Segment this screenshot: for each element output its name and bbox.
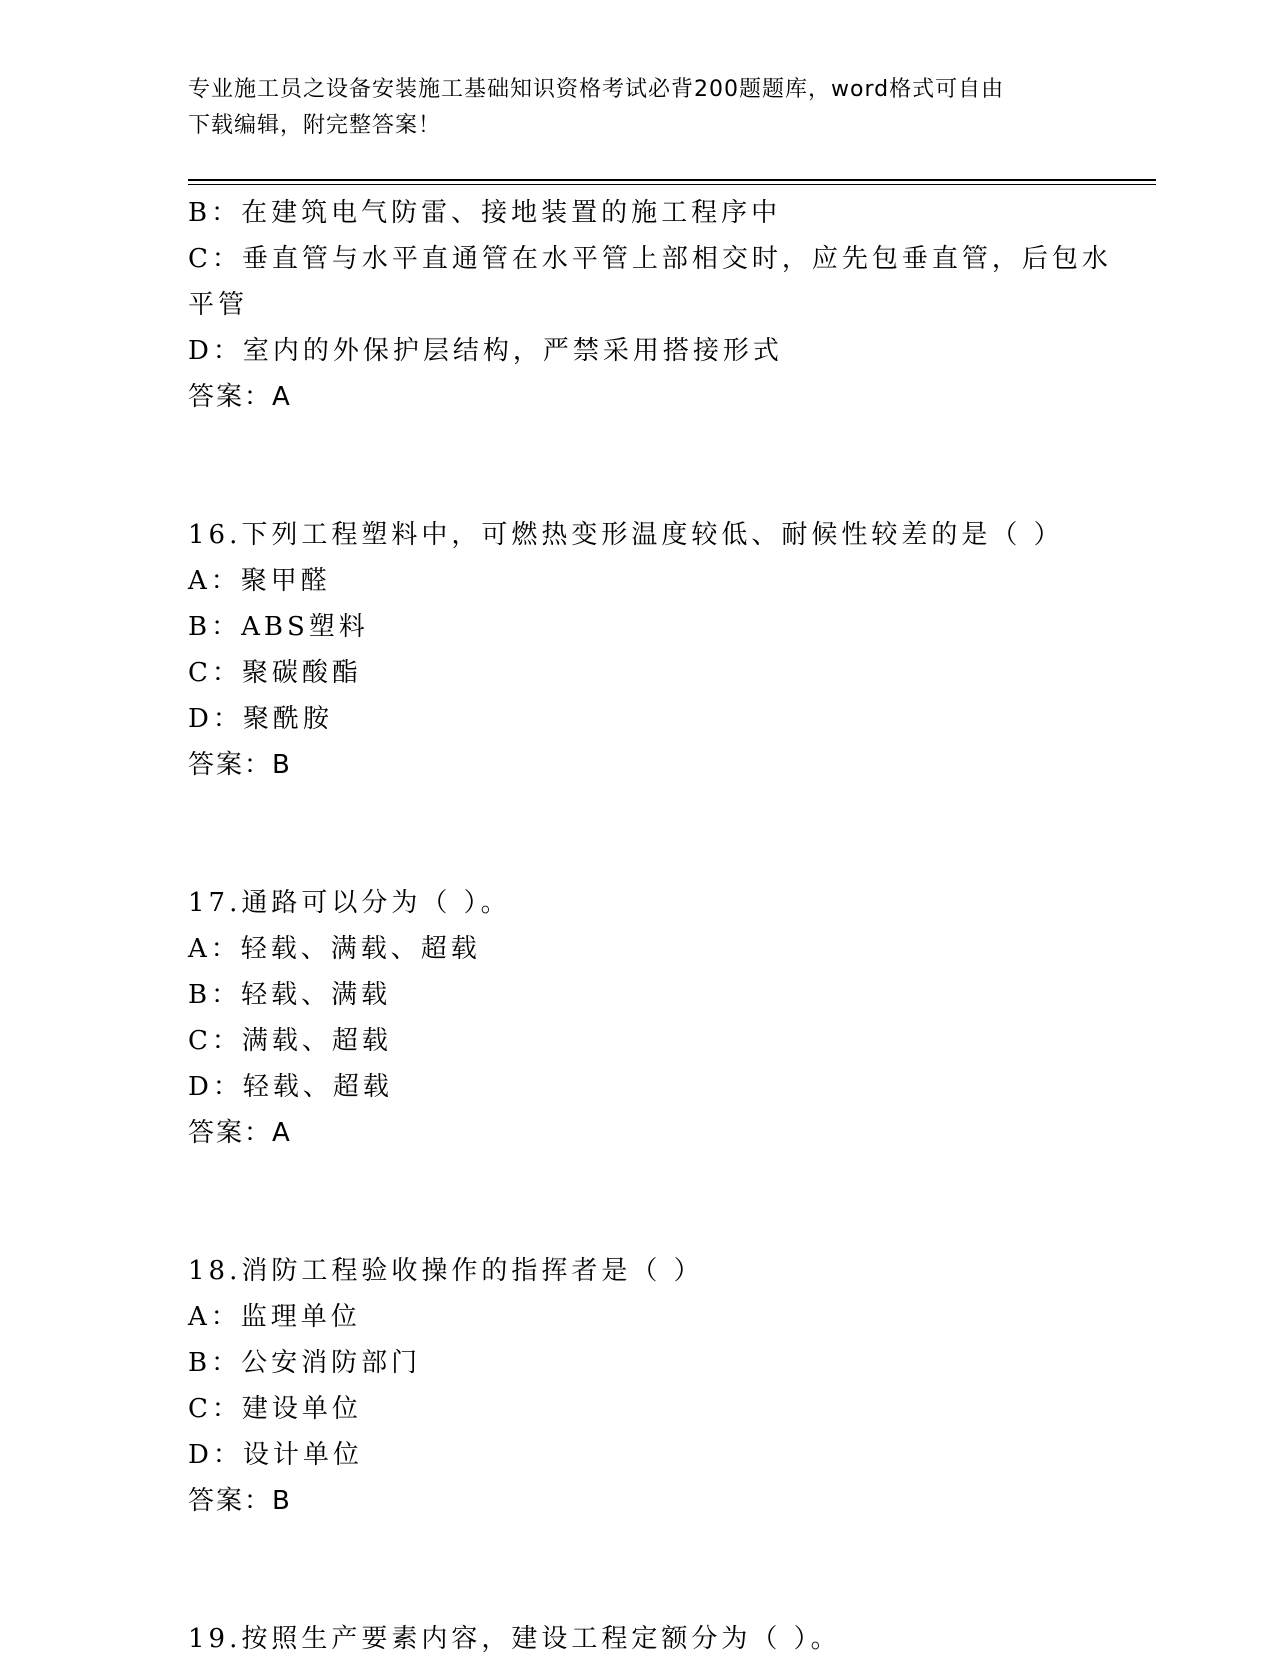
question-15-continued [188,190,1112,420]
option-b: B：公安消防部门 [188,1348,422,1378]
question-stem: 19.按照生产要素内容，建设工程定额分为（ ）。 [188,1624,841,1654]
option-d: D：轻载、超载 [188,1072,393,1102]
question-stem: 17.通路可以分为（ ）。 [188,888,511,918]
header-divider-thick [188,179,1156,181]
answer: 答案：B [188,1486,292,1516]
spacer [188,420,1088,512]
answer: 答案：B [188,750,292,780]
answer: 答案：A [188,382,292,412]
option-c: C：建设单位 [188,1394,362,1424]
question-18 [188,1248,1088,1524]
option-c: C：垂直管与水平直通管在水平管上部相交时，应先包垂直管，后包水 [188,244,1112,274]
question-stem: 16.下列工程塑料中，可燃热变形温度较低、耐候性较差的是（ ） [188,520,1064,550]
spacer [188,1156,1088,1248]
question-17 [188,880,1088,1156]
question-16 [188,512,1088,788]
spacer [188,1524,1088,1616]
question-content [188,190,1112,1662]
question-19 [188,1616,1088,1662]
option-c: C：聚碳酸酯 [188,658,362,688]
document-header [188,72,1068,144]
spacer [188,788,1088,880]
option-b: B：ABS塑料 [188,612,369,642]
option-d: D：设计单位 [188,1440,363,1470]
option-c-continued: 平管 [188,290,249,320]
header-line-1: 专业施工员之设备安装施工基础知识资格考试必背200题题库，word格式可自由 [188,77,1005,102]
question-stem: 18.消防工程验收操作的指挥者是（ ） [188,1256,704,1286]
option-d: D：室内的外保护层结构，严禁采用搭接形式 [188,336,783,366]
option-a: A：轻载、满载、超载 [188,934,481,964]
answer: 答案：A [188,1118,292,1148]
header-divider-thin [188,184,1156,185]
option-d: D：聚酰胺 [188,704,333,734]
header-line-2: 下载编辑，附完整答案！ [188,113,442,138]
option-c: C：满载、超载 [188,1026,392,1056]
option-b: B：轻载、满载 [188,980,392,1010]
option-b: B：在建筑电气防雷、接地装置的施工程序中 [188,198,782,228]
option-a: A：聚甲醛 [188,566,331,596]
option-a: A：监理单位 [188,1302,361,1332]
